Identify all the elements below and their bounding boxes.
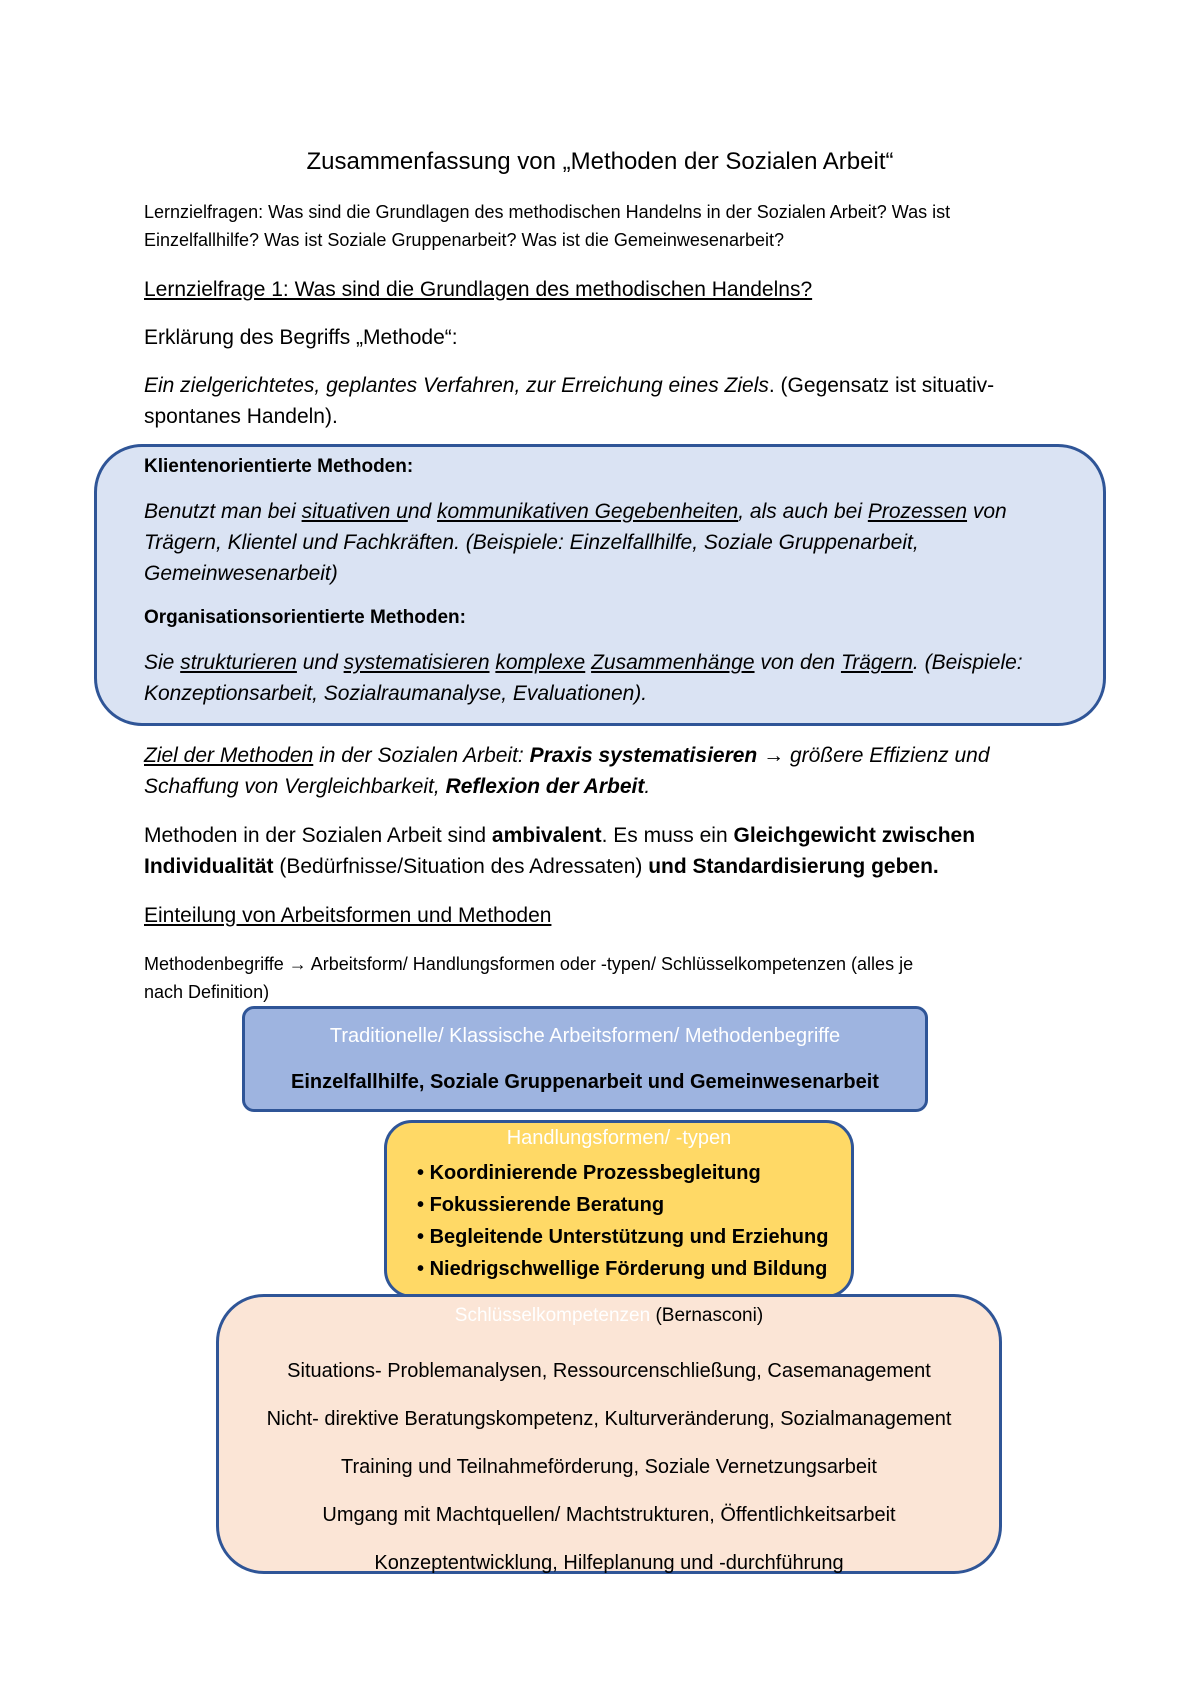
- list-item: • Fokussierende Beratung: [417, 1194, 665, 1216]
- client-methods-content: [144, 452, 1064, 709]
- ziel-part: größere Effizienz und: [789, 744, 990, 767]
- ambivalent-paragraph: [144, 820, 1064, 882]
- definition-paragraph: [144, 370, 1064, 432]
- methodenbegriffe-line-1: Methodenbegriffe → Arbeitsform/ Handlungsformen oder -typen/ Schlüsselkompetenzen (alles je: [144, 954, 914, 974]
- ambivalent-bold: Gleichgewicht zwischen: [733, 824, 976, 847]
- list-item: • Niedrigschwellige Förderung und Bildung: [417, 1258, 828, 1280]
- client-text-underlined: situativen u: [301, 500, 408, 523]
- arrow-right-icon: →: [757, 744, 790, 767]
- org-text-part: Sie: [144, 651, 181, 674]
- list-item: • Koordinierende Prozessbegleitung: [417, 1162, 761, 1184]
- einteilung-heading: Einteilung von Arbeitsformen und Methoden: [144, 904, 552, 927]
- ambivalent-bold: und Standardisierung geben.: [648, 855, 939, 878]
- client-text-part: von: [967, 500, 1007, 523]
- client-heading: Klientenorientierte Methoden:: [144, 456, 414, 477]
- schluesselkompetenzen-title: Schlüsselkompetenzen: [454, 1305, 651, 1326]
- org-text-line-2: Konzeptionsarbeit, Sozialraumanalyse, Evaluationen).: [144, 682, 648, 705]
- list-item-label: Niedrigschwellige Förderung und Bildung: [429, 1258, 828, 1280]
- org-text-underlined: Trägern: [840, 651, 913, 674]
- list-item: • Begleitende Unterstützung und Erziehung: [417, 1226, 829, 1248]
- ziel-bold: Reflexion der Arbeit: [445, 775, 645, 798]
- list-item: Nicht- direktive Beratungskompetenz, Kulturveränderung, Sozialmanagement: [266, 1408, 952, 1430]
- intro-line-2: Einzelfallhilfe? Was ist Soziale Gruppenarbeit? Was ist die Gemeinwesenarbeit?: [144, 230, 784, 250]
- list-item: Umgang mit Machtquellen/ Machtstrukturen, Öffentlichkeitsarbeit: [322, 1504, 896, 1526]
- org-text-underlined: Zusammenhänge: [591, 651, 755, 674]
- definition-rest-2: spontanes Handeln).: [144, 405, 338, 428]
- schluesselkompetenzen-title-row: [219, 1305, 999, 1327]
- org-text-part: und: [296, 651, 344, 674]
- client-text-part: , als auch bei: [738, 500, 868, 523]
- client-text: [144, 496, 1064, 589]
- org-text-part: . (Beispiele:: [912, 651, 1023, 674]
- ambivalent-part: . Es muss ein: [601, 824, 734, 847]
- q1-heading: Lernzielfrage 1: Was sind die Grundlagen des methodischen Handelns?: [144, 278, 813, 301]
- method-heading: Erklärung des Begriffs „Methode“:: [144, 326, 458, 349]
- schluesselkompetenzen-box: [216, 1294, 1002, 1574]
- client-text-underlined: kommunikativen Gegebenheiten: [437, 500, 739, 523]
- list-item-label: Koordinierende Prozessbegleitung: [429, 1162, 761, 1184]
- org-text-underlined: strukturieren: [180, 651, 297, 674]
- intro-paragraph: [144, 198, 1064, 254]
- client-text-part: nd: [407, 500, 438, 523]
- handlungsformen-box: [384, 1120, 854, 1298]
- client-text-underlined: Prozessen: [867, 500, 968, 523]
- ambivalent-part: Methoden in der Sozialen Arbeit sind: [144, 824, 492, 847]
- methodenbegriffe-line-2: nach Definition): [144, 982, 270, 1002]
- ziel-underlined: Ziel der Methoden: [144, 744, 314, 767]
- list-item-label: Begleitende Unterstützung und Erziehung: [429, 1226, 829, 1248]
- org-text: [144, 647, 1064, 709]
- handlungsformen-list: [417, 1157, 828, 1285]
- intro-line-1: Lernzielfragen: Was sind die Grundlagen des methodischen Handelns in der Sozialen Arbeit? Was ist: [144, 202, 951, 222]
- list-item: Konzeptentwicklung, Hilfeplanung und -durchführung: [374, 1552, 844, 1574]
- ziel-bold: Praxis systematisieren: [529, 744, 758, 767]
- ziel-part: Schaffung von Vergleichbarkeit,: [144, 775, 446, 798]
- ziel-part: .: [644, 775, 651, 798]
- ambivalent-bold: Individualität: [144, 855, 274, 878]
- org-text-underlined: systematisieren: [343, 651, 490, 674]
- definition-rest-1: . (Gegensatz ist situativ-: [768, 374, 995, 397]
- ziel-part: in der Sozialen Arbeit:: [313, 744, 530, 767]
- org-heading: Organisationsorientierte Methoden:: [144, 607, 466, 628]
- list-item: Situations- Problemanalysen, Ressourcenschließung, Casemanagement: [287, 1360, 931, 1382]
- traditional-forms-text: Einzelfallhilfe, Soziale Gruppenarbeit und Gemeinwesenarbeit: [291, 1071, 879, 1093]
- page-title: Zusammenfassung von „Methoden der Sozialen Arbeit“: [306, 148, 894, 175]
- client-text-part: Benutzt man bei: [144, 500, 302, 523]
- list-item-label: Fokussierende Beratung: [429, 1194, 665, 1216]
- traditional-forms-title: Traditionelle/ Klassische Arbeitsformen/ Methodenbegriffe: [329, 1025, 841, 1047]
- list-item: Training und Teilnahmeförderung, Soziale Vernetzungsarbeit: [341, 1456, 877, 1478]
- ziel-paragraph: [144, 740, 1064, 802]
- client-text-line-2: Trägern, Klientel und Fachkräften. (Beispiele: Einzelfallhilfe, Soziale Gruppenarbeit,: [144, 531, 919, 554]
- ambivalent-bold: ambivalent: [491, 824, 602, 847]
- handlungsformen-title: Handlungsformen/ -typen: [506, 1127, 732, 1149]
- org-text-underlined: komplexe: [495, 651, 586, 674]
- client-text-line-3: Gemeinwesenarbeit): [144, 562, 338, 585]
- definition-italic: Ein zielgerichtetes, geplantes Verfahren, zur Erreichung eines Ziels: [144, 374, 769, 397]
- org-text-part: von den: [754, 651, 841, 674]
- traditional-forms-box: [242, 1006, 928, 1112]
- schluesselkompetenzen-author: (Bernasconi): [650, 1305, 764, 1326]
- schluesselkompetenzen-list: [219, 1347, 999, 1587]
- methodenbegriffe-paragraph: [144, 950, 1064, 1006]
- ambivalent-part: (Bedürfnisse/Situation des Adressaten): [273, 855, 649, 878]
